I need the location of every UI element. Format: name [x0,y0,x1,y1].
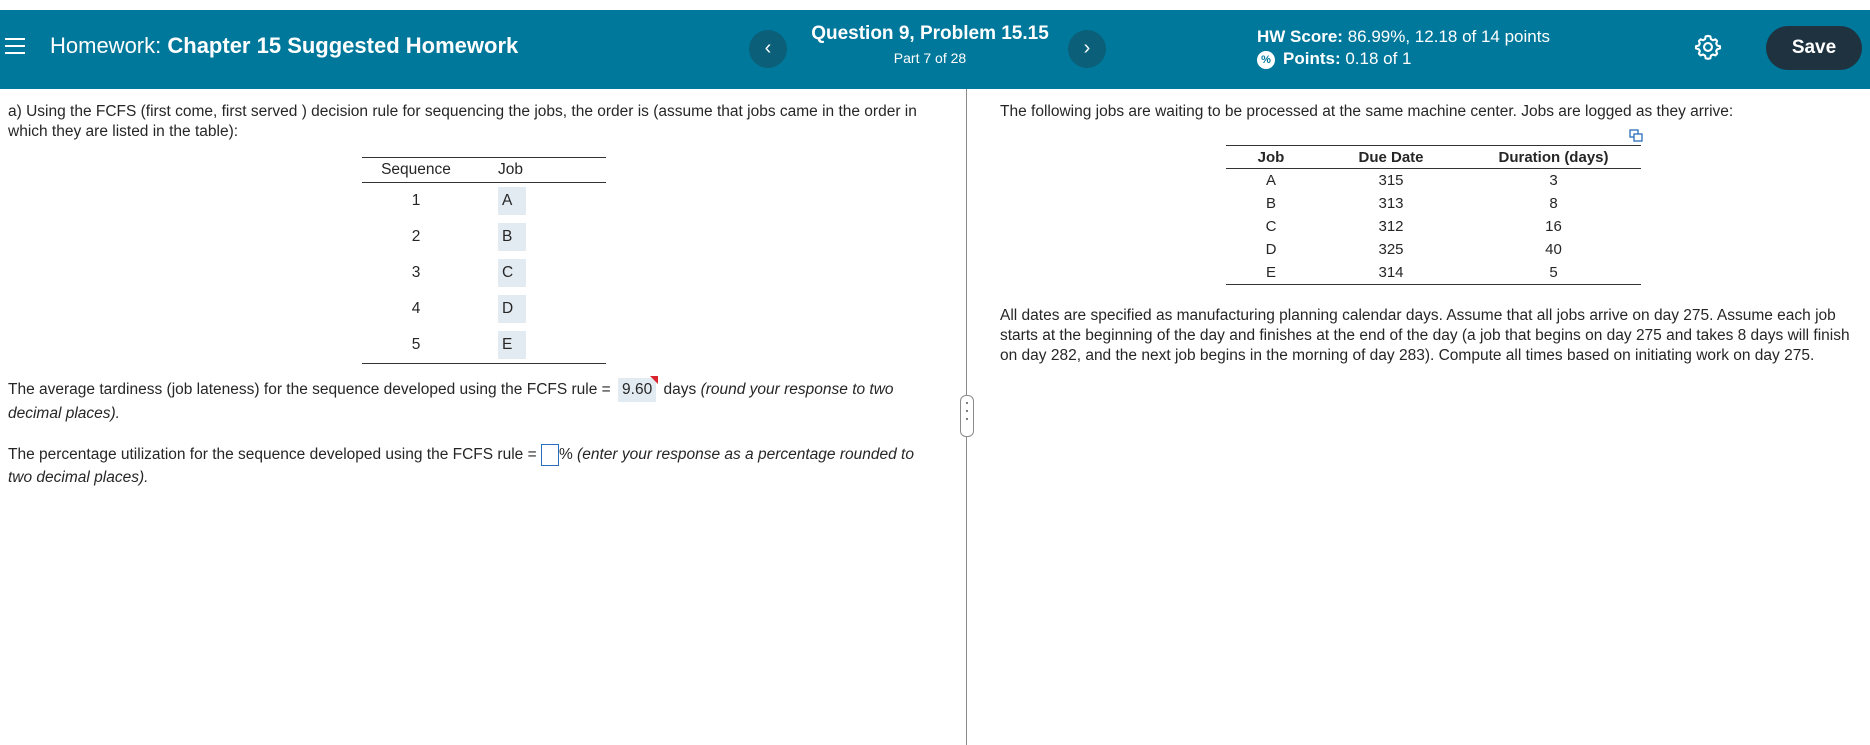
question-title-block [790,23,1070,66]
table-row [362,219,606,255]
job-column-header: Job [1226,146,1316,169]
table-row [362,255,606,291]
table-row [1226,238,1641,261]
points-value: 0.18 of 1 [1345,49,1412,68]
job-cell: C [1265,218,1277,235]
tardiness-question [8,378,928,425]
table-row [1226,261,1641,285]
duration-cell: 8 [1549,195,1558,212]
menu-icon[interactable] [5,38,25,56]
sequence-number: 5 [362,327,470,364]
sequence-number: 2 [411,228,421,245]
hw-score-value: 86.99%, 12.18 of 14 points [1347,27,1550,46]
utilization-question [8,443,928,489]
homework-name: Chapter 15 Suggested Homework [167,33,519,58]
sequence-number: 1 [411,192,421,209]
save-button[interactable]: Save [1766,26,1862,70]
job-answer-cell[interactable]: B [498,223,526,251]
problem-description: All dates are specified as manufacturing planning calendar days. Assume that all jobs arrive on day 275. Assume each job starts at the beginning of the day and finishes at the end of the day (a job that begins on day 275 and takes 8 days will finish on day 282, and the next job begins in the morning of day 283). Compute all times based on initiating work on day 275. [1000,307,1850,364]
hw-score-label: HW Score: [1257,27,1343,46]
question-part: Part 7 of 28 [893,50,967,66]
duration-cell: 16 [1545,218,1562,235]
question-intro: a) Using the FCFS (first come, first served ) decision rule for sequencing the jobs, the order is (assume that jobs came in the order in which they are listed in the table): [8,103,917,140]
duration-cell: 3 [1549,172,1558,189]
tardiness-note: (round your response to two decimal places). [8,381,894,422]
next-question-button[interactable]: › [1068,30,1106,68]
points-status-icon: % [1257,51,1275,69]
jobs-table [1226,145,1641,285]
due-date-cell: 312 [1378,218,1404,235]
tardiness-answer[interactable] [618,378,656,402]
table-row [1226,192,1641,215]
table-row [362,291,606,327]
due-date-column-header: Due Date [1316,146,1466,169]
previous-question-button[interactable]: ‹ [749,30,787,68]
due-date-cell: 313 [1378,195,1404,212]
sequence-number: 4 [411,300,421,317]
problem-intro: The following jobs are waiting to be processed at the same machine center. Jobs are logged as they arrive: [1000,103,1734,120]
pane-resize-handle[interactable] [960,395,974,437]
header-bar [0,10,1870,89]
table-row [1226,215,1641,238]
job-column-header: Job [470,158,606,183]
job-answer-cell[interactable]: E [498,331,526,359]
sequence-column-header: Sequence [362,158,470,183]
job-answer-cell[interactable]: C [498,259,526,287]
tardiness-unit: days [663,381,697,398]
utilization-input[interactable] [541,444,559,466]
utilization-unit: % [558,446,573,463]
sequence-number: 3 [411,264,421,281]
score-block [1257,26,1550,70]
top-strip [0,0,1870,10]
question-title: Question 9, Problem 15.15 [811,23,1049,44]
points-label: Points: [1283,49,1341,68]
incorrect-flag-icon [650,376,658,384]
settings-gear-icon[interactable] [1694,33,1722,61]
job-cell: B [1265,195,1276,212]
utilization-note: (enter your response as a percentage rounded to two decimal places). [8,446,914,486]
copy-table-icon[interactable] [1629,128,1643,142]
table-row [362,183,606,220]
homework-prefix: Homework: [50,33,162,58]
job-cell: A [1265,172,1276,189]
tardiness-value: 9.60 [622,381,653,398]
due-date-cell: 314 [1316,261,1466,285]
sequence-table [362,157,606,364]
job-answer-cell[interactable]: A [498,187,526,215]
duration-cell: 40 [1545,241,1562,258]
duration-cell: 5 [1466,261,1641,285]
job-cell: D [1265,241,1277,258]
due-date-cell: 325 [1378,241,1404,258]
duration-column-header: Duration (days) [1466,146,1641,169]
utilization-prompt: The percentage utilization for the sequence developed using the FCFS rule = [8,446,537,463]
tardiness-prompt: The average tardiness (job lateness) for the sequence developed using the FCFS rule = [8,381,611,398]
due-date-cell: 315 [1378,172,1404,189]
job-answer-cell[interactable]: D [498,295,526,323]
job-cell: E [1226,261,1316,285]
homework-title [50,33,518,59]
table-row [362,327,606,364]
table-row [1226,169,1641,193]
